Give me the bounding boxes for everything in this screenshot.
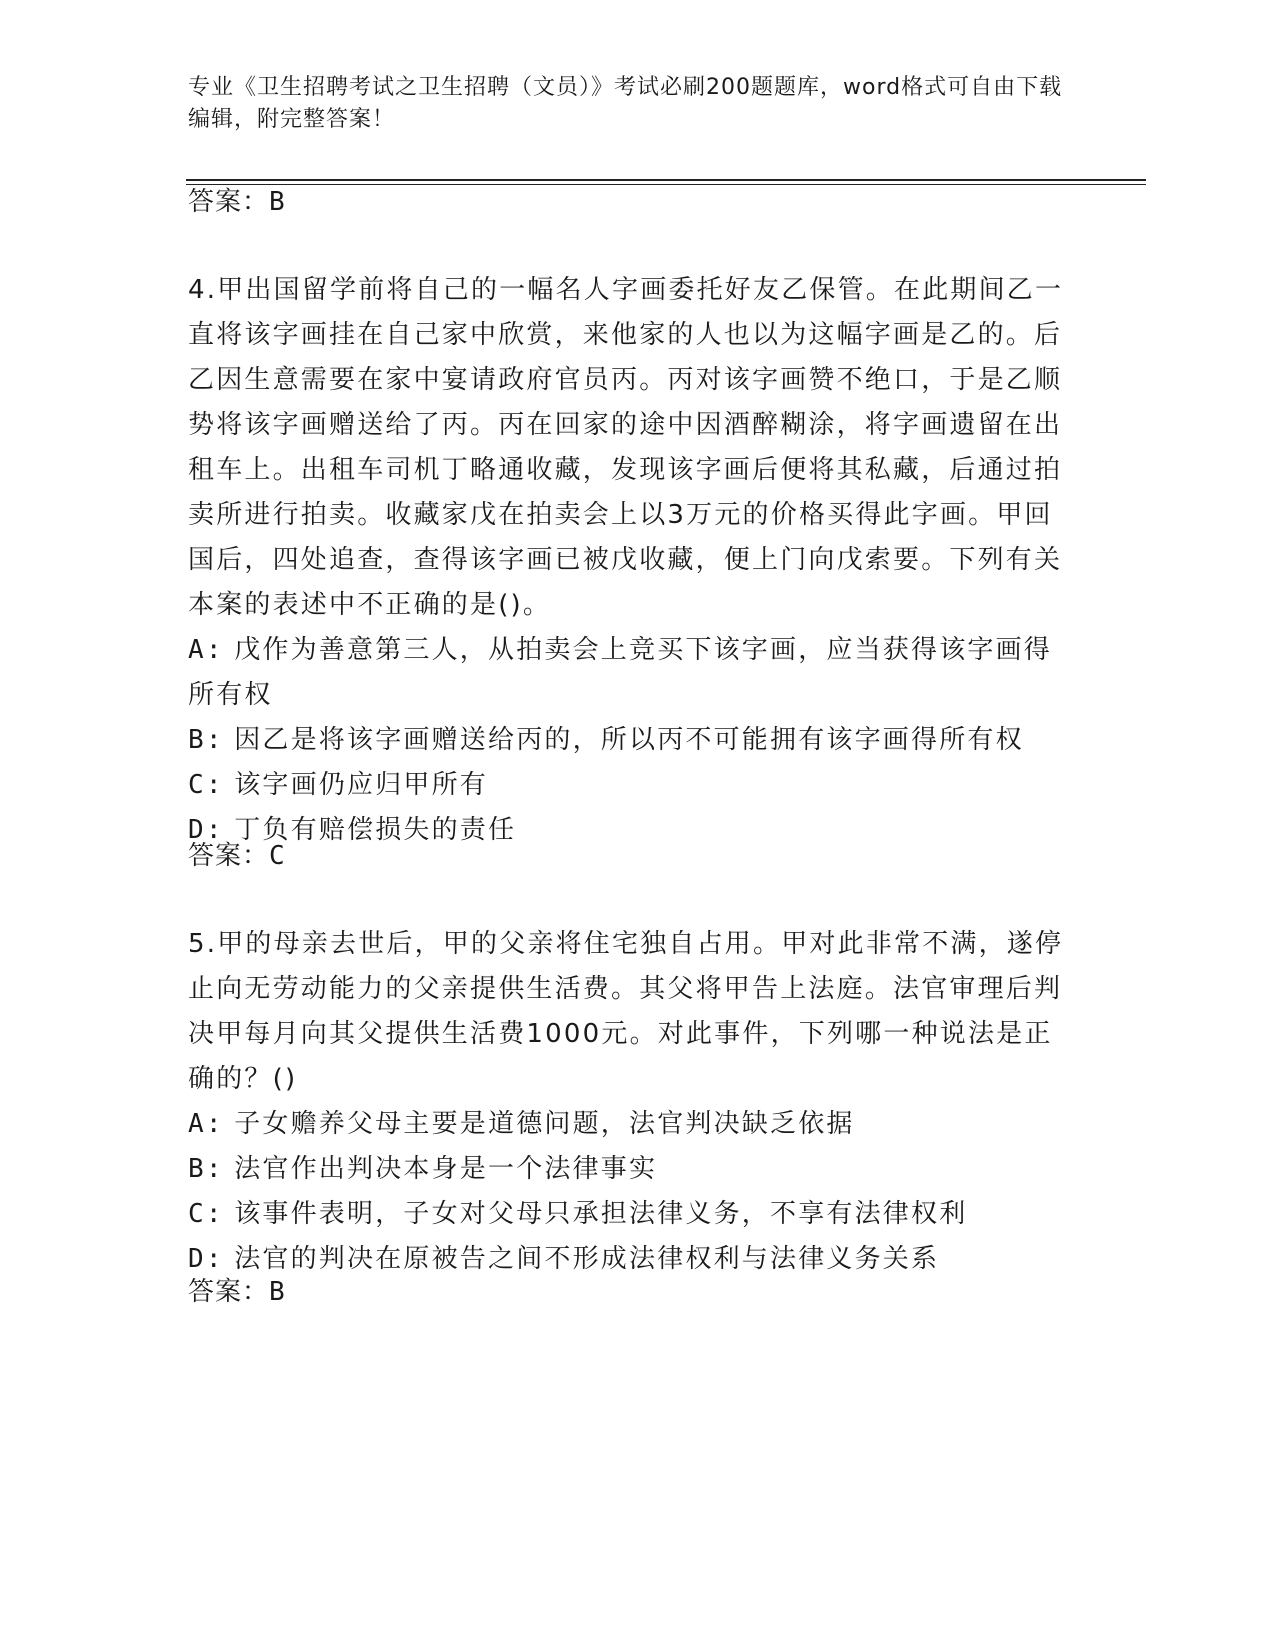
option-letter: A: [188, 635, 224, 665]
answer-value: B [269, 187, 286, 217]
option-a [188, 1102, 1068, 1147]
option-b [188, 1147, 1068, 1192]
question-stem: 4.甲出国留学前将自己的一幅名人字画委托好友乙保管。在此期间乙一直将该字画挂在自己家中欣赏，来他家的人也以为这幅字画是乙的。后乙因生意需要在家中宴请政府官员丙。丙对该字画赞不绝口，于是乙顺势将该字画赠送给了丙。丙在回家的途中因酒醉糊涂，将字画遗留在出租车上。出租车司机丁略通收藏，发现该字画后便将其私藏，后通过拍卖所进行拍卖。收藏家戊在拍卖会上以3万元的价格买得此字画。甲回国后，四处追查，查得该字画已被戊收藏，便上门向戊索要。下列有关本案的表述中不正确的是()。 [188, 275, 1064, 620]
option-text: 该字画仍应归甲所有 [234, 770, 488, 800]
option-a [188, 628, 1068, 718]
answer-value: C [269, 841, 286, 871]
option-c [188, 763, 1068, 808]
question-5-answer [188, 1272, 286, 1312]
option-text: 该事件表明，子女对父母只承担法律义务，不享有法律权利 [234, 1199, 968, 1229]
option-d [188, 1237, 1068, 1282]
previous-answer [188, 182, 286, 222]
option-b [188, 718, 1068, 763]
option-text: 法官的判决在原被告之间不形成法律权利与法律义务关系 [234, 1244, 940, 1274]
option-letter: C: [188, 1199, 224, 1229]
header-rule-thin [186, 184, 1146, 185]
option-letter: B: [188, 725, 224, 755]
option-text: 丁负有赔偿损失的责任 [234, 815, 517, 845]
option-text: 戊作为善意第三人，从拍卖会上竞买下该字画，应当获得该字画得所有权 [188, 635, 1052, 710]
option-text: 法官作出判决本身是一个法律事实 [234, 1154, 658, 1184]
option-text: 子女赡养父母主要是道德问题，法官判决缺乏依据 [234, 1109, 855, 1139]
option-d [188, 808, 1068, 853]
answer-label: 答案： [188, 187, 270, 217]
answer-value: B [269, 1277, 286, 1307]
question-stem: 5.甲的母亲去世后，甲的父亲将住宅独自占用。甲对此非常不满，遂停止向无劳动能力的父亲提供生活费。其父将甲告上法庭。法官审理后判决甲每月向其父提供生活费1000元。对此事件，下列哪一种说法是正确的？() [188, 929, 1064, 1094]
answer-label: 答案： [188, 841, 270, 871]
answer-label: 答案： [188, 1277, 270, 1307]
option-letter: C: [188, 770, 224, 800]
option-letter: B: [188, 1154, 224, 1184]
option-letter: D: [188, 1244, 224, 1274]
document-header: 专业《卫生招聘考试之卫生招聘（文员）》考试必刷200题题库，word格式可自由下载编辑，附完整答案！ [188, 75, 1063, 132]
header-rule-thick [186, 179, 1146, 181]
question-5 [188, 922, 1068, 1282]
option-letter: A: [188, 1109, 224, 1139]
question-4-answer [188, 836, 286, 876]
question-4 [188, 268, 1068, 853]
option-letter: D: [188, 815, 224, 845]
option-c [188, 1192, 1068, 1237]
option-text: 因乙是将该字画赠送给丙的，所以丙不可能拥有该字画得所有权 [234, 725, 1024, 755]
